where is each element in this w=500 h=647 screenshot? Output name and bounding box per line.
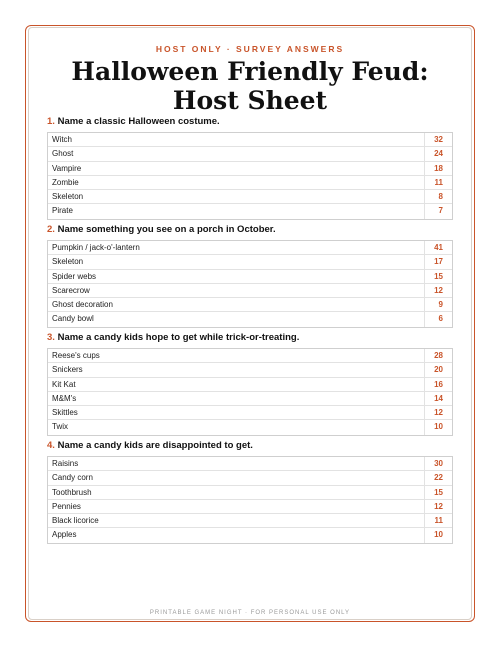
answer-label: Snickers [52,365,83,375]
question-number: 4. [47,440,55,451]
table-row [48,312,452,326]
question-section-4 [47,440,453,544]
table-row [48,471,452,485]
answer-points: 10 [424,528,452,542]
question-text: Name a candy kids are disappointed to get. [57,440,253,451]
question-number: 2. [47,224,55,235]
table-row [48,406,452,420]
answer-points: 14 [424,392,452,405]
answer-points: 9 [424,298,452,311]
table-row [48,147,452,161]
answer-label: Kit Kat [52,379,76,389]
table-row [48,162,452,176]
question-heading [47,440,453,452]
answer-points: 41 [424,241,452,254]
eyebrow-label: HOST ONLY · SURVEY ANSWERS [155,44,345,54]
table-row [48,204,452,218]
answer-label: Skeleton [52,192,84,202]
table-row [48,420,452,434]
answer-label: Raisins [52,459,79,468]
question-section-1 [47,116,453,220]
answer-label: Ghost [52,149,74,159]
answer-points: 12 [424,406,452,419]
answer-points: 24 [424,147,452,160]
answer-label: Ghost decoration [52,300,113,310]
answer-points: 8 [424,190,452,203]
page-title: Halloween Friendly Feud: Host Sheet [71,57,429,115]
answer-label: Apples [52,530,77,540]
table-row [48,486,452,500]
question-heading [47,224,453,236]
answer-label: Spider webs [52,271,97,281]
table-row [48,298,452,312]
answer-points: 12 [424,284,452,297]
question-section-3 [47,332,453,436]
table-row [48,284,452,298]
question-heading [47,332,453,344]
table-row [48,378,452,392]
answer-label: Candy corn [52,473,93,483]
table-row [48,270,452,284]
answer-points: 11 [424,514,452,527]
question-number: 1. [47,116,55,127]
table-row [48,133,452,147]
question-section-2 [47,224,453,328]
answer-points: 20 [424,363,452,376]
table-row [48,514,452,528]
answer-points: 10 [424,420,452,434]
answer-points: 17 [424,255,452,268]
table-row [48,190,452,204]
answer-label: Pirate [52,206,73,216]
answer-label: M&M's [52,393,77,403]
answer-label: Vampire [52,163,82,173]
table-row [48,457,452,471]
answer-table [47,132,453,220]
answer-label: Skeleton [52,257,84,267]
answer-label: Twix [52,422,68,432]
answer-label: Witch [52,135,72,144]
answer-table [47,240,453,328]
table-row [48,528,452,542]
table-row [48,500,452,514]
table-row [48,255,452,269]
answer-points: 15 [424,270,452,283]
table-row [48,363,452,377]
table-row [48,176,452,190]
answer-label: Candy bowl [52,314,94,324]
question-text: Name a candy kids hope to get while trick-or-treating. [57,332,300,343]
answer-label: Pumpkin / jack-o'-lantern [52,243,140,252]
answer-label: Skittles [52,408,78,418]
question-heading [47,116,453,128]
question-text: Name a classic Halloween costume. [57,116,220,127]
answer-label: Pennies [52,501,81,511]
answer-label: Toothbrush [52,487,92,497]
answer-label: Black licorice [52,516,99,526]
question-number: 3. [47,332,55,343]
answer-points: 16 [424,378,452,391]
answer-table [47,456,453,544]
answer-label: Zombie [52,177,79,187]
answer-points: 32 [424,133,452,146]
answer-points: 11 [424,176,452,189]
answer-label: Reese's cups [52,351,100,360]
answer-points: 18 [424,162,452,175]
answer-label: Scarecrow [52,285,90,295]
table-row [48,241,452,255]
answer-points: 30 [424,457,452,470]
answer-points: 22 [424,471,452,484]
footer-note: PRINTABLE GAME NIGHT · FOR PERSONAL USE ONLY [149,610,351,616]
table-row [48,392,452,406]
answer-points: 6 [424,312,452,326]
answer-points: 7 [424,204,452,218]
question-text: Name something you see on a porch in October. [57,224,276,235]
answer-points: 12 [424,500,452,513]
answer-table [47,348,453,436]
table-row [48,349,452,363]
answer-points: 15 [424,486,452,499]
answer-points: 28 [424,349,452,362]
